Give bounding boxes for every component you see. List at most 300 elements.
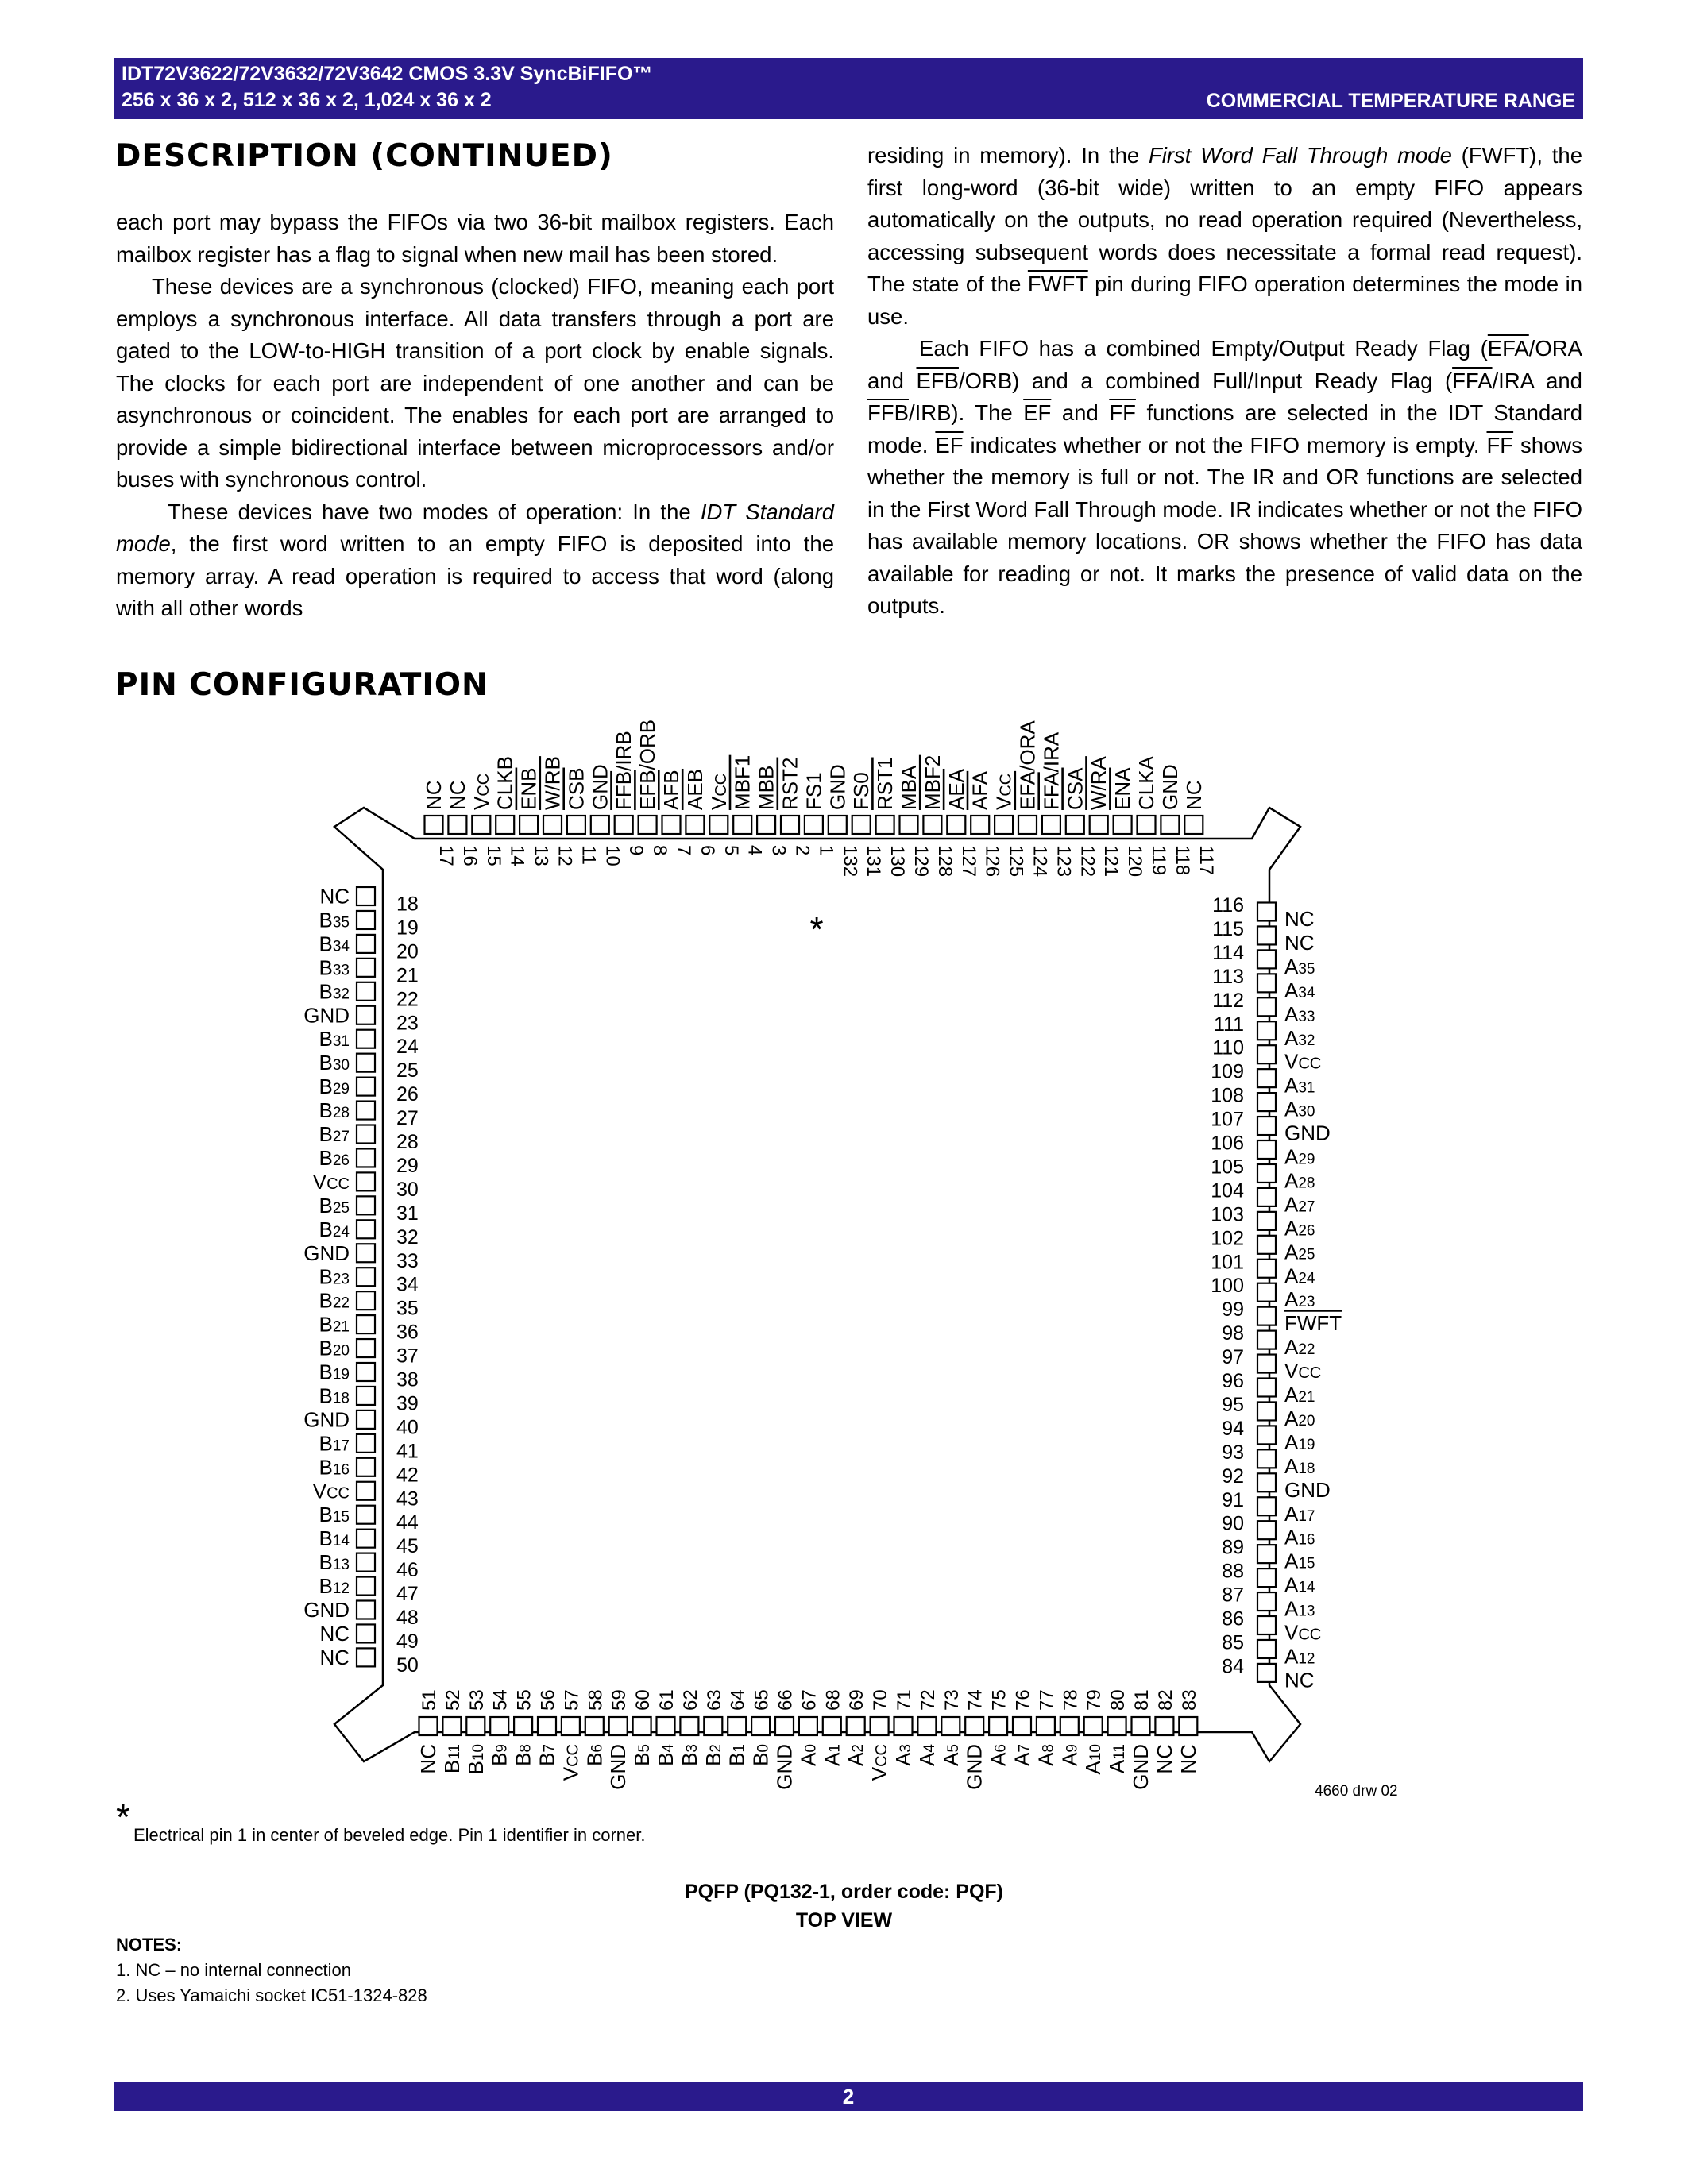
pin-number: 19 [396, 916, 419, 940]
pin-number: 17 [435, 845, 457, 866]
pin-number: 85 [1222, 1631, 1244, 1654]
pin-name: NC [416, 1744, 440, 1774]
pin-number: 24 [396, 1036, 419, 1059]
pin-number: 16 [458, 845, 481, 866]
pin-number: 97 [1222, 1346, 1244, 1369]
pin-pad [357, 1601, 375, 1619]
pin-number: 23 [396, 1012, 419, 1035]
pin-name: B32 [319, 979, 350, 1004]
pin-number: 56 [537, 1689, 559, 1711]
pin-number: 86 [1222, 1607, 1244, 1630]
pin-name: NC [319, 1645, 350, 1669]
pin-name: VCC [558, 1744, 583, 1781]
pin-pad [1257, 1164, 1276, 1183]
pin-number: 52 [442, 1689, 464, 1711]
pin-pad [1257, 1545, 1276, 1563]
header-configurations: 256 x 36 x 2, 512 x 36 x 2, 1,024 x 36 x 2 [122, 89, 492, 111]
footnote-text: Electrical pin 1 in center of beveled edge. Pin 1 identifier in corner. [133, 1825, 646, 1845]
pin-67 [796, 1689, 820, 1766]
pin-pad [639, 816, 657, 834]
pin-pad [1257, 1664, 1276, 1682]
pin-name: A4 [914, 1744, 939, 1766]
pin-number: 33 [396, 1249, 419, 1272]
text-run: (FWFT), the first long-word (36-bit wide) written to an empty FIFO appears automatically on the outputs, no read operation required (Nevertheless, accessing subsequent words does necessitate a formal read request). The state of the [867, 143, 1583, 296]
pin-number: 53 [465, 1689, 488, 1711]
signal-overlined: $\overline{EFA}$ [1487, 336, 1529, 361]
pin-name: A8 [1033, 1744, 1058, 1766]
pin-65 [749, 1689, 773, 1766]
pin-pad [1257, 1402, 1276, 1420]
pin-pad [657, 1717, 675, 1735]
pin-number: 12 [554, 845, 576, 866]
pin-number: 101 [1211, 1251, 1244, 1274]
pin-pad [357, 887, 375, 905]
pin-number: 9 [625, 845, 647, 856]
pin-number: 103 [1211, 1203, 1244, 1226]
pin-71 [891, 1689, 915, 1766]
pin-number: 104 [1211, 1179, 1244, 1202]
pin-name: A31 [1284, 1073, 1315, 1098]
pin-name: GND [772, 1744, 797, 1790]
pin-name: VCC [1284, 1049, 1322, 1074]
pin-name: B7 [535, 1744, 559, 1766]
pin-name: B13 [319, 1550, 350, 1575]
pin-number: 30 [396, 1178, 419, 1201]
pin-name: AFB [659, 770, 683, 810]
pin-number: 55 [513, 1689, 535, 1711]
pin-pad [1257, 1260, 1276, 1278]
pin-number: 102 [1211, 1227, 1244, 1250]
pin-number: 129 [910, 845, 932, 878]
pin-number: 132 [839, 845, 861, 878]
pin-name: GND [303, 1241, 350, 1265]
pin-pad [1257, 1521, 1276, 1539]
pin-name: GND [1284, 1121, 1331, 1145]
pin-name: W/RA [1087, 756, 1111, 810]
pin-name: A10 [1081, 1744, 1106, 1775]
pin-name: B27 [319, 1122, 350, 1146]
header-part-numbers: IDT72V3622/72V3632/72V3642 CMOS 3.3V SyncBiFIFO™ [122, 63, 653, 85]
pin-name: EFB/ORB [635, 719, 660, 810]
pin-58 [582, 1689, 606, 1766]
pin-number: 95 [1222, 1393, 1244, 1416]
text-run: /IRA and [1492, 368, 1582, 393]
pin-pad [1090, 816, 1108, 834]
pin-pad [1257, 1307, 1276, 1325]
pin-pad [1257, 974, 1276, 992]
pin-name: NC [319, 884, 350, 909]
pin-name: B1 [724, 1744, 749, 1766]
pin-name: MBB [754, 765, 778, 810]
pin-pad [357, 959, 375, 977]
pin-number: 27 [396, 1107, 419, 1130]
pin-number: 108 [1211, 1084, 1244, 1107]
package-outline [334, 808, 1300, 1761]
pin-name: FWFT [1284, 1311, 1342, 1336]
pin-number: 62 [679, 1689, 701, 1711]
pin-pad [1013, 1717, 1031, 1735]
pin-66 [773, 1689, 797, 1789]
pin-number: 47 [396, 1583, 419, 1606]
pin-number: 26 [396, 1083, 419, 1106]
right-pin-group [1211, 894, 1342, 1692]
pin-pad [941, 1717, 960, 1735]
pin-number: 6 [696, 845, 718, 856]
pin-pad [514, 1717, 532, 1735]
pin-pad [543, 816, 562, 834]
pin-81 [1129, 1689, 1153, 1789]
pin-number: 14 [506, 845, 528, 866]
pin-number: 83 [1178, 1689, 1200, 1711]
pin-pad [357, 1315, 375, 1333]
pin-number: 13 [530, 845, 552, 866]
pin-pad [1257, 1236, 1276, 1254]
pin-name: NC [445, 780, 469, 810]
pin-name: A21 [1284, 1383, 1315, 1406]
pin-56 [535, 1689, 559, 1766]
note-item: 1. NC – no internal connection [116, 1960, 351, 1980]
pin-pad [775, 1717, 794, 1735]
pin-name: MBF1 [730, 754, 755, 810]
pin-pad [1257, 1212, 1276, 1230]
pin-pad [591, 816, 609, 834]
signal-overlined: $\overline{FFA}$ [1452, 368, 1493, 393]
pin-pad [357, 1030, 375, 1048]
text-run: , the first word written to an empty FIFO is deposited into the memory array. A read operation is required to access that word (along with all other words [116, 531, 834, 620]
pin-pad [1257, 1188, 1276, 1206]
pin-pad [633, 1717, 651, 1735]
page-number: 2 [842, 2085, 855, 2109]
pin-name: FFA/IRA [1039, 731, 1064, 810]
pin-name: B31 [319, 1027, 350, 1051]
pin-number: 125 [1005, 845, 1027, 878]
pin-name: B25 [319, 1193, 350, 1217]
pin-78 [1057, 1689, 1081, 1766]
pin-name: A14 [1284, 1572, 1315, 1597]
pin-pad [357, 1410, 375, 1429]
pin-name: A5 [938, 1744, 963, 1766]
pin-pad [1257, 903, 1276, 921]
pin-name: NC [319, 1621, 350, 1646]
pin-pad [1257, 950, 1276, 968]
pin1-marker: * [809, 910, 824, 949]
pin-name: A15 [1284, 1549, 1315, 1573]
pin-pad [357, 1624, 375, 1642]
text-emphasis: IDT Standard mode [116, 499, 834, 556]
pin-number: 10 [601, 845, 624, 866]
text-run: shows whether the memory is full or not. The IR and OR functions are selected in the First Word Fall Through mode. IR indicates whether or not the FIFO has available memory locations. OR shows whether the FIFO has data available for reading or not. It marks the presence of valid data on the outputs. [867, 432, 1582, 618]
top-pin-group [422, 720, 1217, 877]
pin-name: B30 [319, 1051, 350, 1075]
pin-79 [1081, 1689, 1105, 1774]
text-run: These devices have two modes of operation: In the [168, 499, 701, 524]
pin-number: 76 [1012, 1689, 1034, 1711]
pin-number: 57 [561, 1689, 583, 1711]
pin-name: A32 [1284, 1025, 1315, 1050]
pin-pad [799, 1717, 817, 1735]
pin-name: NC [1152, 1744, 1176, 1774]
pin-number: 18 [396, 893, 419, 916]
pin-number: 2 [791, 845, 813, 856]
pin-pad [871, 1717, 889, 1735]
pin-number: 92 [1222, 1464, 1244, 1488]
pin-name: B34 [319, 932, 350, 956]
pin-number: 106 [1211, 1132, 1244, 1155]
pin-83 [1176, 1689, 1200, 1773]
pin-name: MBF2 [920, 754, 944, 810]
pin-number: 78 [1060, 1689, 1082, 1711]
pin-number: 117 [1195, 845, 1217, 876]
pin-number: 84 [1222, 1655, 1244, 1678]
pin-pad [709, 816, 728, 834]
pin-pad [965, 1717, 983, 1735]
pin-number: 110 [1212, 1036, 1244, 1059]
pin-pad [1114, 816, 1132, 834]
pin-number: 44 [396, 1511, 419, 1534]
pin-pad [686, 816, 704, 834]
pin-number: 77 [1036, 1689, 1058, 1711]
drawing-id: 4660 drw 02 [1315, 1783, 1398, 1800]
pin-68 [820, 1689, 844, 1766]
pin-name: A12 [1284, 1644, 1315, 1669]
package-label: PQFP (PQ132-1, order code: PQF) [684, 1881, 1004, 1903]
pin-number: 28 [396, 1131, 419, 1153]
pin-pad [562, 1717, 580, 1735]
pin-80 [1105, 1689, 1129, 1773]
pin-pad [520, 816, 538, 834]
pin-name: A7 [1010, 1744, 1034, 1766]
pin-number: 35 [396, 1297, 419, 1320]
pin-82 [1153, 1689, 1176, 1773]
pin-pad [1132, 1717, 1150, 1735]
pin-pad [971, 816, 989, 834]
pin-name: A17 [1284, 1501, 1315, 1526]
pin-pad [1257, 1569, 1276, 1587]
pin-name: AEB [682, 768, 707, 810]
pin-pad [1257, 1117, 1276, 1135]
pin-number: 96 [1222, 1370, 1244, 1392]
pin-pad [757, 816, 775, 834]
pin-number: 130 [886, 845, 909, 878]
pin-70 [867, 1689, 891, 1781]
pin-name: VCC [312, 1479, 350, 1503]
pin-number: 68 [822, 1689, 844, 1711]
pin-name: B19 [319, 1360, 350, 1384]
pin-name: B33 [319, 955, 350, 980]
pin-pad [1060, 1717, 1079, 1735]
pin-name: A11 [1105, 1744, 1130, 1774]
pin-number: 124 [1029, 845, 1051, 878]
pin-pad [357, 1363, 375, 1381]
pin-pad [923, 816, 941, 834]
pin-name: NC [1181, 780, 1206, 810]
pin-number: 89 [1222, 1536, 1244, 1559]
pin-number: 8 [649, 845, 671, 856]
pin-number: 58 [585, 1689, 607, 1711]
pin-number: 111 [1213, 1013, 1244, 1036]
notes-title: NOTES: [116, 1935, 183, 1954]
pin-pad [947, 816, 965, 834]
pin-pad [829, 816, 847, 834]
pin-69 [844, 1689, 867, 1766]
pin-number: 112 [1212, 989, 1244, 1012]
pin-number: 75 [988, 1689, 1010, 1711]
text-run: indicates whether or not the FIFO memory is empty. [963, 432, 1487, 457]
pin-number: 131 [863, 845, 885, 878]
pin-54 [488, 1689, 512, 1766]
pin-pad [609, 1717, 628, 1735]
pin-name: A25 [1284, 1240, 1315, 1264]
signal-overlined: $\overline{EF}$ [1023, 400, 1052, 425]
footnote-marker: * [116, 1796, 130, 1838]
pin-pad [1037, 1717, 1055, 1735]
pin-pad [900, 816, 918, 834]
pin-number: 39 [396, 1392, 419, 1415]
pin-pad [357, 1220, 375, 1238]
pin-pad [894, 1717, 913, 1735]
pin-number: 81 [1131, 1689, 1153, 1711]
description-paragraph: These devices are a synchronous (clocked) FIFO, meaning each port employs a synchronous interface. All data transfers through a port are gated to the LOW-to-HIGH transition of a port clock by enable signals. The clocks for each port are independent of one another and can be asynchronous or coincident. The enables for each port are arranged to provide a simple bidirectional interface between microprocessors and/or buses with synchronous control. [116, 274, 834, 492]
pin-number: 67 [798, 1689, 821, 1711]
pin-pad [1066, 816, 1084, 834]
pin-number: 116 [1212, 894, 1244, 916]
pin-pad [1257, 1140, 1276, 1159]
pin-name: GND [588, 764, 612, 810]
pin-number: 15 [482, 845, 504, 866]
pin-name: GND [606, 1744, 631, 1790]
pin-77 [1033, 1689, 1057, 1766]
pin-pad [733, 816, 751, 834]
pin-name: B18 [319, 1383, 350, 1408]
pin-59 [606, 1689, 630, 1789]
pin-number: 38 [396, 1368, 419, 1391]
pin-name: B24 [319, 1217, 350, 1241]
pin-number: 123 [1053, 845, 1075, 878]
pin-pad [357, 1054, 375, 1072]
pin-51 [416, 1689, 440, 1773]
pin-number: 50 [396, 1653, 419, 1677]
pin-52 [440, 1689, 464, 1773]
pin-number: 31 [396, 1202, 419, 1225]
pin-number: 126 [981, 845, 1003, 878]
pin-62 [678, 1689, 701, 1766]
pin-number: 105 [1211, 1156, 1244, 1179]
pin-pad [1257, 1069, 1276, 1087]
pin-name: CSB [564, 767, 589, 810]
pin-name: B26 [319, 1145, 350, 1170]
pin-number: 115 [1212, 917, 1244, 940]
pin-pad [357, 1387, 375, 1405]
pin-number: 107 [1211, 1108, 1244, 1131]
pin-57 [558, 1689, 582, 1781]
pin-name: A9 [1057, 1744, 1082, 1766]
pin-name: CLKA [1134, 756, 1158, 810]
pin-pad [448, 816, 466, 834]
pin-name: B8 [511, 1744, 535, 1766]
pin-name: A13 [1284, 1596, 1315, 1621]
note-item: 2. Uses Yamaichi socket IC51-1324-828 [116, 1985, 427, 2005]
pin-pad [419, 1717, 438, 1735]
pin-name: A27 [1284, 1192, 1315, 1217]
signal-overlined: $\overline{EFB}$ [916, 368, 959, 393]
pin-pad [490, 1717, 508, 1735]
pin-pad [995, 816, 1013, 834]
pin-number: 87 [1222, 1584, 1244, 1607]
pin-name: NC [1284, 1668, 1315, 1692]
pin-name: A6 [986, 1744, 1010, 1766]
pin-pad [425, 816, 443, 834]
pin-name: A1 [820, 1744, 844, 1766]
pin-number: 65 [751, 1689, 773, 1711]
pin-pad [704, 1717, 722, 1735]
pin-pad [1257, 1093, 1276, 1111]
pin-number: 61 [656, 1689, 678, 1711]
pin-name: B16 [319, 1455, 350, 1480]
pin-number: 69 [846, 1689, 868, 1711]
pin-number: 29 [396, 1154, 419, 1177]
pin-pad [357, 1102, 375, 1120]
pin-number: 113 [1212, 965, 1244, 988]
pin-number: 32 [396, 1225, 419, 1248]
pin-pad [357, 1553, 375, 1572]
pin-pad [680, 1717, 698, 1735]
pin-number: 34 [396, 1273, 419, 1296]
signal-overlined: $\overline{FF}$ [1486, 432, 1514, 457]
pin-pad [357, 1458, 375, 1476]
pin-number: 121 [1100, 845, 1122, 878]
pin-name: ENA [1111, 767, 1135, 810]
view-label: TOP VIEW [795, 1909, 893, 1931]
pin-pad [823, 1717, 841, 1735]
pin-pad [1179, 1717, 1197, 1735]
pin-number: 40 [396, 1416, 419, 1439]
pin-name: B20 [319, 1336, 350, 1360]
pin-61 [654, 1689, 678, 1766]
description-title: DESCRIPTION (CONTINUED) [115, 138, 613, 174]
pin-name: RST1 [873, 757, 898, 810]
pin-name: GND [303, 1407, 350, 1432]
pin-name: B28 [319, 1098, 350, 1123]
pin-number: 114 [1212, 941, 1244, 964]
pin-name: GND [1284, 1477, 1331, 1502]
pin-pad [876, 816, 894, 834]
pin-pad [357, 1148, 375, 1167]
pin-name: GND [825, 764, 850, 810]
pin-name: FS1 [802, 772, 826, 810]
pin-number: 109 [1211, 1060, 1244, 1083]
pin-name: B35 [319, 908, 350, 932]
pin-pad [662, 816, 681, 834]
pin-pad [357, 1648, 375, 1666]
pin-name: GND [962, 1744, 987, 1790]
text-run: /IRB). The [908, 400, 1024, 425]
pin-pad [751, 1717, 770, 1735]
pin-number: 99 [1222, 1298, 1244, 1322]
pin-pad [357, 1506, 375, 1524]
pin-name: GND [303, 1598, 350, 1622]
pin-pad [1257, 1426, 1276, 1444]
pin-number: 119 [1148, 845, 1169, 876]
pin-pad [1257, 1473, 1276, 1491]
text-run: pin during FIFO operation determines the mode in use. [867, 272, 1582, 329]
pin-number: 71 [894, 1689, 915, 1711]
text-emphasis: First Word Fall Through mode [1148, 143, 1452, 168]
pin-63 [701, 1689, 725, 1766]
pin-name: A35 [1284, 954, 1315, 978]
pin-number: 88 [1222, 1560, 1244, 1583]
pin-pad [1155, 1717, 1173, 1735]
pin-name: B21 [319, 1312, 350, 1337]
